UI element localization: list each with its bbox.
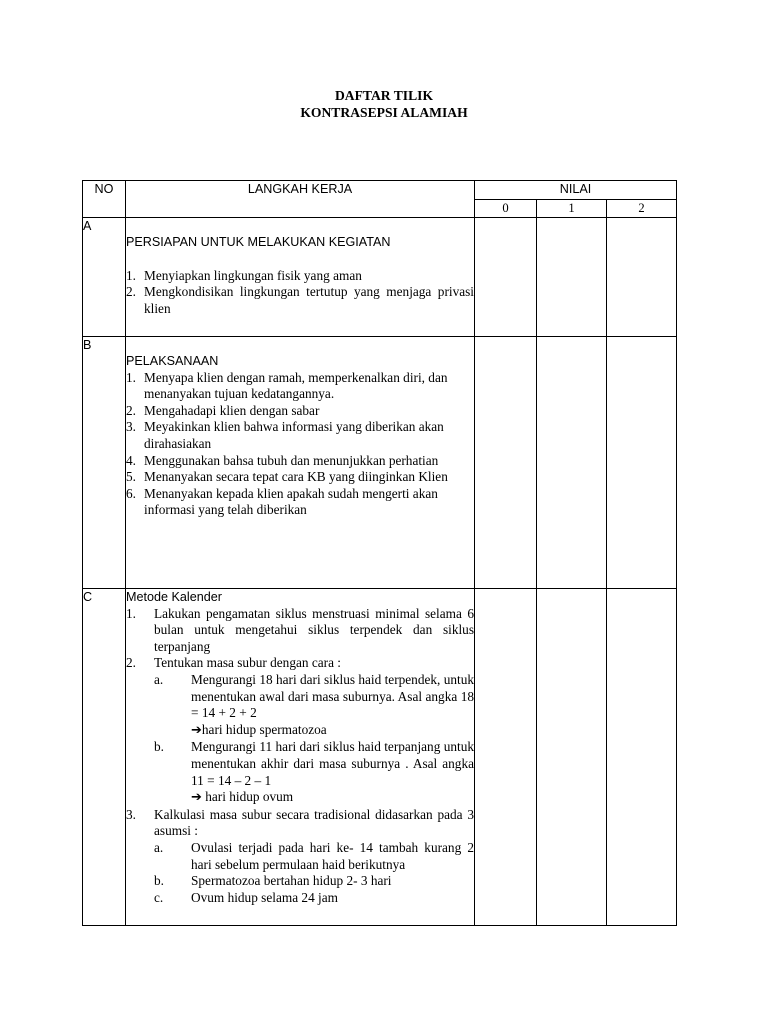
list-item: 6. Menanyakan kepada klien apakah sudah mengerti akan informasi yang telah diberikan <box>126 485 438 518</box>
section-letter: C <box>83 589 126 926</box>
table-row-section-a <box>83 218 677 337</box>
checklist-table <box>82 180 677 926</box>
header-langkah-kerja: LANGKAH KERJA <box>126 181 475 218</box>
score-cell-1[interactable] <box>537 218 607 337</box>
section-heading: PERSIAPAN UNTUK MELAKUKAN KEGIATAN <box>126 235 391 249</box>
sub-list-item: a. Ovulasi terjadi pada hari ke- 14 tambah kurang 2 hari sebelum permulaan haid berikutnya <box>154 839 474 872</box>
score-cell-2[interactable] <box>607 337 677 589</box>
section-c-content <box>126 589 475 926</box>
header-no: NO <box>83 181 126 218</box>
score-cell-2[interactable] <box>607 218 677 337</box>
score-cell-2[interactable] <box>607 589 677 926</box>
step-list <box>126 370 474 519</box>
sub-list-item: b. Spermatozoa bertahan hidup 2- 3 hari <box>154 873 392 889</box>
list-item: 2. Mengkondisikan lingkungan tertutup yang menjaga privasi klien <box>126 284 474 316</box>
list-item: 2. Tentukan masa subur dengan cara : a. Mengurangi 18 hari dari siklus haid terpendek, untuk menentukan awal dari masa suburnya. Asal angka 18 = 14 + 2 + 2 ➔hari hidup spermatozoa b. Mengurangi 11 hari dari siklus haid terpanjang untuk menentukan akhir dari masa suburnya . Asal angka 11 = 14 – 2 – 1 ➔ hari hidup ovum <box>126 655 474 806</box>
table-row-section-c <box>83 589 677 926</box>
table-row-section-b <box>83 337 677 589</box>
section-a-content <box>126 218 475 337</box>
document-title: DAFTAR TILIK <box>334 88 434 103</box>
list-item: 3. Kalkulasi masa subur secara tradisional didasarkan pada 3 asumsi : a. Ovulasi terjadi pada hari ke- 14 tambah kurang 2 hari sebelum permulaan haid berikutnya b. Spermatozoa bertahan hidup 2- 3 hari c. Ovum hidup selama 24 jam <box>126 806 474 905</box>
step-list <box>126 606 474 907</box>
document-subtitle: KONTRASEPSI ALAMIAH <box>300 105 468 120</box>
header-score-2: 2 <box>607 199 677 218</box>
sub-list-item: a. Mengurangi 18 hari dari siklus haid terpendek, untuk menentukan awal dari masa suburnya. Asal angka 18 = 14 + 2 + 2 ➔hari hidup spermatozoa <box>154 671 474 738</box>
score-cell-0[interactable] <box>475 218 537 337</box>
step-list <box>126 268 474 318</box>
list-item: 1. Lakukan pengamatan siklus menstruasi minimal selama 6 bulan untuk mengetahui siklus terpendek dan siklus terpanjang <box>126 605 474 654</box>
sub-list-item: c. Ovum hidup selama 24 jam <box>154 889 338 905</box>
right-arrow-icon: ➔ <box>191 722 202 738</box>
sub-list <box>154 840 474 906</box>
sub-list <box>154 672 474 807</box>
header-score-1: 1 <box>537 199 607 218</box>
section-heading: PELAKSANAAN <box>126 354 219 368</box>
section-letter: A <box>83 218 126 337</box>
list-item: 2. Mengahadapi klien dengan sabar <box>126 402 320 418</box>
list-item: 5. Menanyakan secara tepat cara KB yang diinginkan Klien <box>126 469 448 485</box>
section-heading: Metode Kalender <box>126 590 222 604</box>
header-nilai: NILAI <box>475 181 677 200</box>
list-item: 1. Menyiapkan lingkungan fisik yang aman <box>126 267 362 283</box>
score-cell-0[interactable] <box>475 337 537 589</box>
score-cell-0[interactable] <box>475 589 537 926</box>
list-item: 1. Menyapa klien dengan ramah, memperkenalkan diri, dan menanyakan tujuan kedatangannya. <box>126 369 448 402</box>
list-item: 3. Meyakinkan klien bahwa informasi yang diberikan akan dirahasiakan <box>126 419 444 451</box>
score-cell-1[interactable] <box>537 589 607 926</box>
score-cell-1[interactable] <box>537 337 607 589</box>
section-b-content <box>126 337 475 589</box>
section-letter: B <box>83 337 126 589</box>
right-arrow-icon: ➔ <box>191 790 202 806</box>
sub-list-item: b. Mengurangi 11 hari dari siklus haid terpanjang untuk menentukan akhir dari masa suburnya . Asal angka 11 = 14 – 2 – 1 ➔ hari hidup ovum <box>154 739 474 806</box>
header-score-0: 0 <box>475 199 537 218</box>
list-item: 4. Menggunakan bahsa tubuh dan menunjukkan perhatian <box>126 452 439 468</box>
